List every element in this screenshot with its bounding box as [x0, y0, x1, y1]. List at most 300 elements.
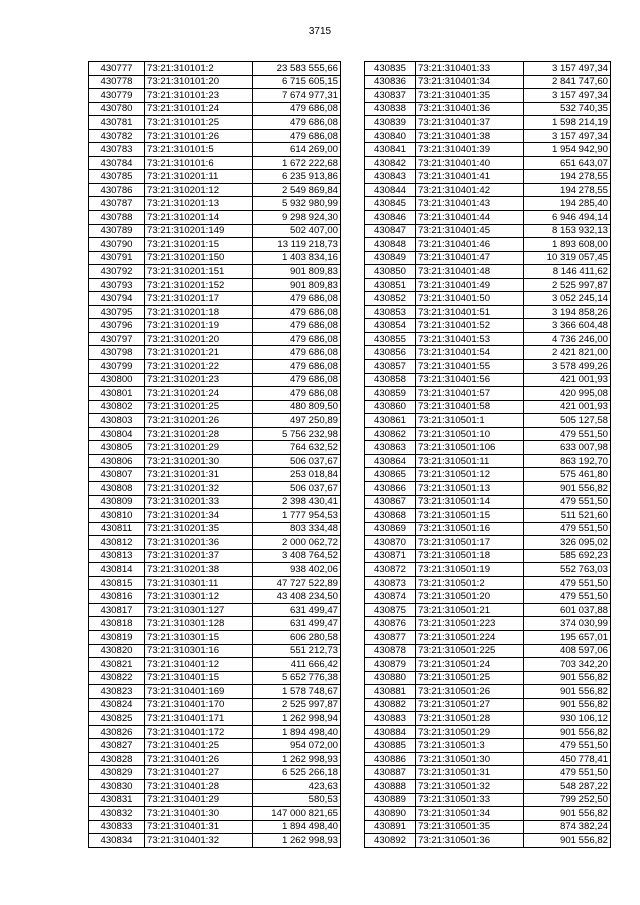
cadastral-number-cell: 73:21:310501:34: [416, 807, 524, 821]
row-number-cell: 430888: [365, 779, 416, 793]
amount-cell: 532 740,35: [524, 102, 611, 116]
row-number-cell: 430809: [89, 495, 145, 509]
cadastral-number-cell: 73:21:310201:12: [145, 183, 253, 197]
row-number-cell: 430812: [89, 536, 145, 550]
amount-cell: 1 262 998,93: [253, 752, 341, 766]
row-number-cell: 430859: [365, 387, 416, 401]
amount-cell: 3 578 499,26: [524, 360, 611, 374]
row-number-cell: 430787: [89, 197, 145, 211]
amount-cell: 633 007,98: [524, 441, 611, 455]
cadastral-number-cell: 73:21:310501:11: [416, 454, 524, 468]
cadastral-number-cell: 73:21:310501:33: [416, 793, 524, 807]
row-number-cell: 430822: [89, 671, 145, 685]
cadastral-number-cell: 73:21:310201:34: [145, 509, 253, 523]
row-number-cell: 430880: [365, 671, 416, 685]
row-number-cell: 430777: [89, 62, 145, 76]
amount-cell: 23 583 555,66: [253, 62, 341, 76]
table-row: [365, 468, 611, 482]
cadastral-number-cell: 73:21:310501:19: [416, 563, 524, 577]
row-number-cell: 430819: [89, 630, 145, 644]
cadastral-number-cell: 73:21:310201:38: [145, 563, 253, 577]
table-row: [89, 630, 341, 644]
amount-cell: 1 262 998,93: [253, 834, 341, 848]
row-number-cell: 430816: [89, 590, 145, 604]
table-row: [89, 292, 341, 306]
amount-cell: 6 235 913,86: [253, 170, 341, 184]
row-number-cell: 430815: [89, 576, 145, 590]
amount-cell: 13 119 218,73: [253, 238, 341, 252]
row-number-cell: 430797: [89, 332, 145, 346]
table-row: [89, 834, 341, 848]
row-number-cell: 430841: [365, 143, 416, 157]
cadastral-number-cell: 73:21:310401:28: [145, 779, 253, 793]
row-number-cell: 430835: [365, 62, 416, 76]
row-number-cell: 430799: [89, 360, 145, 374]
cadastral-number-cell: 73:21:310201:36: [145, 536, 253, 550]
table-row: [365, 807, 611, 821]
cadastral-number-cell: 73:21:310501:26: [416, 685, 524, 699]
cadastral-number-cell: 73:21:310101:26: [145, 129, 253, 143]
cadastral-number-cell: 73:21:310501:10: [416, 427, 524, 441]
cadastral-number-cell: 73:21:310401:41: [416, 170, 524, 184]
amount-cell: 631 499,47: [253, 617, 341, 631]
table-row: [89, 387, 341, 401]
amount-cell: 408 597,06: [524, 644, 611, 658]
cadastral-number-cell: 73:21:310201:17: [145, 292, 253, 306]
row-number-cell: 430847: [365, 224, 416, 238]
table-row: [89, 509, 341, 523]
amount-cell: 2 525 997,87: [253, 698, 341, 712]
row-number-cell: 430861: [365, 414, 416, 428]
cadastral-number-cell: 73:21:310201:22: [145, 360, 253, 374]
table-row: [89, 265, 341, 279]
amount-cell: 479 686,08: [253, 116, 341, 130]
row-number-cell: 430867: [365, 495, 416, 509]
cadastral-number-cell: 73:21:310201:31: [145, 468, 253, 482]
table-row: [365, 62, 611, 76]
page-number: 3715: [308, 26, 332, 37]
amount-cell: 1 578 748,67: [253, 685, 341, 699]
row-number-cell: 430874: [365, 590, 416, 604]
row-number-cell: 430862: [365, 427, 416, 441]
table-row: [89, 414, 341, 428]
cadastral-number-cell: 73:21:310101:24: [145, 102, 253, 116]
amount-cell: 863 192,70: [524, 454, 611, 468]
table-row: [365, 644, 611, 658]
cadastral-number-cell: 73:21:310401:52: [416, 319, 524, 333]
amount-cell: 930 106,12: [524, 712, 611, 726]
row-number-cell: 430868: [365, 509, 416, 523]
row-number-cell: 430821: [89, 658, 145, 672]
cadastral-number-cell: 73:21:310301:16: [145, 644, 253, 658]
table-row: [89, 807, 341, 821]
right-table: [364, 61, 611, 848]
cadastral-number-cell: 73:21:310401:53: [416, 332, 524, 346]
row-number-cell: 430879: [365, 658, 416, 672]
amount-cell: 502 407,00: [253, 224, 341, 238]
amount-cell: 803 334,48: [253, 522, 341, 536]
table-row: [365, 603, 611, 617]
amount-cell: 194 278,55: [524, 170, 611, 184]
table-row: [365, 400, 611, 414]
amount-cell: 1 262 998,94: [253, 712, 341, 726]
table-row: [365, 102, 611, 116]
row-number-cell: 430784: [89, 156, 145, 170]
cadastral-number-cell: 73:21:310501:28: [416, 712, 524, 726]
row-number-cell: 430884: [365, 725, 416, 739]
cadastral-number-cell: 73:21:310401:31: [145, 820, 253, 834]
cadastral-number-cell: 73:21:310301:12: [145, 590, 253, 604]
table-row: [365, 590, 611, 604]
table-row: [89, 211, 341, 225]
row-number-cell: 430836: [365, 75, 416, 89]
amount-cell: 1 954 942,90: [524, 143, 611, 157]
table-row: [365, 305, 611, 319]
row-number-cell: 430789: [89, 224, 145, 238]
amount-cell: 8 153 932,13: [524, 224, 611, 238]
cadastral-number-cell: 73:21:310501:36: [416, 834, 524, 848]
amount-cell: 703 342,20: [524, 658, 611, 672]
table-row: [89, 685, 341, 699]
table-row: [89, 238, 341, 252]
row-number-cell: 430814: [89, 563, 145, 577]
table-row: [89, 725, 341, 739]
amount-cell: 3 157 497,34: [524, 62, 611, 76]
amount-cell: 901 556,82: [524, 481, 611, 495]
row-number-cell: 430866: [365, 481, 416, 495]
amount-cell: 194 278,55: [524, 183, 611, 197]
cadastral-number-cell: 73:21:310401:57: [416, 387, 524, 401]
amount-cell: 1 894 498,40: [253, 725, 341, 739]
row-number-cell: 430846: [365, 211, 416, 225]
amount-cell: 421 001,93: [524, 373, 611, 387]
table-row: [365, 251, 611, 265]
table-row: [89, 752, 341, 766]
cadastral-number-cell: 73:21:310501:32: [416, 779, 524, 793]
table-row: [365, 549, 611, 563]
table-row: [89, 89, 341, 103]
amount-cell: 5 756 232,98: [253, 427, 341, 441]
table-row: [365, 576, 611, 590]
table-row: [365, 116, 611, 130]
amount-cell: 799 252,50: [524, 793, 611, 807]
amount-cell: 4 736 246,00: [524, 332, 611, 346]
row-number-cell: 430848: [365, 238, 416, 252]
table-row: [89, 536, 341, 550]
table-row: [89, 549, 341, 563]
row-number-cell: 430843: [365, 170, 416, 184]
row-number-cell: 430887: [365, 766, 416, 780]
amount-cell: 631 499,47: [253, 603, 341, 617]
cadastral-number-cell: 73:21:310501:15: [416, 509, 524, 523]
row-number-cell: 430782: [89, 129, 145, 143]
cadastral-number-cell: 73:21:310101:2: [145, 62, 253, 76]
cadastral-number-cell: 73:21:310201:149: [145, 224, 253, 238]
amount-cell: 614 269,00: [253, 143, 341, 157]
table-row: [365, 75, 611, 89]
amount-cell: 421 001,93: [524, 400, 611, 414]
cadastral-number-cell: 73:21:310401:40: [416, 156, 524, 170]
cadastral-number-cell: 73:21:310201:151: [145, 265, 253, 279]
row-number-cell: 430864: [365, 454, 416, 468]
cadastral-number-cell: 73:21:310501:16: [416, 522, 524, 536]
amount-cell: 43 408 234,50: [253, 590, 341, 604]
cadastral-number-cell: 73:21:310401:46: [416, 238, 524, 252]
row-number-cell: 430882: [365, 698, 416, 712]
row-number-cell: 430831: [89, 793, 145, 807]
table-row: [89, 62, 341, 76]
table-row: [89, 793, 341, 807]
amount-cell: 954 072,00: [253, 739, 341, 753]
amount-cell: 2 421 821,00: [524, 346, 611, 360]
amount-cell: 374 030,99: [524, 617, 611, 631]
cadastral-number-cell: 73:21:310401:12: [145, 658, 253, 672]
cadastral-number-cell: 73:21:310501:223: [416, 617, 524, 631]
table-row: [89, 576, 341, 590]
table-row: [365, 387, 611, 401]
row-number-cell: 430796: [89, 319, 145, 333]
amount-cell: 253 018,84: [253, 468, 341, 482]
table-row: [89, 481, 341, 495]
cadastral-number-cell: 73:21:310501:29: [416, 725, 524, 739]
amount-cell: 326 095,02: [524, 536, 611, 550]
amount-cell: 479 686,08: [253, 387, 341, 401]
row-number-cell: 430807: [89, 468, 145, 482]
cadastral-number-cell: 73:21:310501:224: [416, 630, 524, 644]
row-number-cell: 430833: [89, 820, 145, 834]
row-number-cell: 430780: [89, 102, 145, 116]
table-row: [89, 468, 341, 482]
row-number-cell: 430798: [89, 346, 145, 360]
left-table: [88, 61, 341, 848]
cadastral-number-cell: 73:21:310201:35: [145, 522, 253, 536]
table-row: [89, 522, 341, 536]
amount-cell: 1 672 222,68: [253, 156, 341, 170]
row-number-cell: 430871: [365, 549, 416, 563]
table-row: [89, 766, 341, 780]
table-row: [365, 752, 611, 766]
table-row: [89, 346, 341, 360]
table-row: [89, 400, 341, 414]
cadastral-number-cell: 73:21:310401:51: [416, 305, 524, 319]
table-row: [365, 278, 611, 292]
cadastral-number-cell: 73:21:310401:47: [416, 251, 524, 265]
cadastral-number-cell: 73:21:310501:1: [416, 414, 524, 428]
cadastral-number-cell: 73:21:310401:170: [145, 698, 253, 712]
amount-cell: 1 403 834,16: [253, 251, 341, 265]
table-row: [365, 495, 611, 509]
amount-cell: 479 551,50: [524, 576, 611, 590]
row-number-cell: 430885: [365, 739, 416, 753]
table-row: [89, 495, 341, 509]
row-number-cell: 430842: [365, 156, 416, 170]
cadastral-number-cell: 73:21:310501:21: [416, 603, 524, 617]
cadastral-number-cell: 73:21:310201:28: [145, 427, 253, 441]
row-number-cell: 430832: [89, 807, 145, 821]
cadastral-number-cell: 73:21:310401:44: [416, 211, 524, 225]
row-number-cell: 430791: [89, 251, 145, 265]
table-row: [365, 441, 611, 455]
cadastral-number-cell: 73:21:310201:18: [145, 305, 253, 319]
cadastral-number-cell: 73:21:310401:25: [145, 739, 253, 753]
amount-cell: 1 777 954,53: [253, 509, 341, 523]
cadastral-number-cell: 73:21:310501:27: [416, 698, 524, 712]
amount-cell: 901 809,83: [253, 265, 341, 279]
amount-cell: 1 893 608,00: [524, 238, 611, 252]
table-row: [89, 278, 341, 292]
table-row: [89, 644, 341, 658]
table-row: [89, 658, 341, 672]
cadastral-number-cell: 73:21:310401:45: [416, 224, 524, 238]
amount-cell: 10 319 057,45: [524, 251, 611, 265]
cadastral-number-cell: 73:21:310401:39: [416, 143, 524, 157]
cadastral-number-cell: 73:21:310201:30: [145, 454, 253, 468]
cadastral-number-cell: 73:21:310401:15: [145, 671, 253, 685]
row-number-cell: 430873: [365, 576, 416, 590]
cadastral-number-cell: 73:21:310401:29: [145, 793, 253, 807]
amount-cell: 2 549 869,84: [253, 183, 341, 197]
table-row: [89, 251, 341, 265]
cadastral-number-cell: 73:21:310401:172: [145, 725, 253, 739]
amount-cell: 552 763,03: [524, 563, 611, 577]
cadastral-number-cell: 73:21:310401:48: [416, 265, 524, 279]
table-row: [365, 522, 611, 536]
amount-cell: 901 556,82: [524, 834, 611, 848]
table-row: [365, 319, 611, 333]
table-row: [89, 427, 341, 441]
row-number-cell: 430875: [365, 603, 416, 617]
row-number-cell: 430817: [89, 603, 145, 617]
cadastral-number-cell: 73:21:310201:23: [145, 373, 253, 387]
amount-cell: 479 686,08: [253, 319, 341, 333]
table-row: [89, 116, 341, 130]
table-row: [89, 590, 341, 604]
amount-cell: 480 809,50: [253, 400, 341, 414]
cadastral-number-cell: 73:21:310301:128: [145, 617, 253, 631]
table-row: [89, 332, 341, 346]
amount-cell: 479 686,08: [253, 102, 341, 116]
cadastral-number-cell: 73:21:310201:37: [145, 549, 253, 563]
table-row: [89, 224, 341, 238]
cadastral-number-cell: 73:21:310201:20: [145, 332, 253, 346]
cadastral-number-cell: 73:21:310401:26: [145, 752, 253, 766]
amount-cell: 585 692,23: [524, 549, 611, 563]
row-number-cell: 430891: [365, 820, 416, 834]
cadastral-number-cell: 73:21:310201:19: [145, 319, 253, 333]
row-number-cell: 430824: [89, 698, 145, 712]
cadastral-number-cell: 73:21:310301:11: [145, 576, 253, 590]
table-row: [365, 481, 611, 495]
cadastral-number-cell: 73:21:310201:152: [145, 278, 253, 292]
table-row: [365, 89, 611, 103]
row-number-cell: 430886: [365, 752, 416, 766]
amount-cell: 3 194 858,26: [524, 305, 611, 319]
cadastral-number-cell: 73:21:310501:13: [416, 481, 524, 495]
table-row: [89, 143, 341, 157]
cadastral-number-cell: 73:21:310201:26: [145, 414, 253, 428]
cadastral-number-cell: 73:21:310401:34: [416, 75, 524, 89]
table-row: [89, 319, 341, 333]
row-number-cell: 430811: [89, 522, 145, 536]
row-number-cell: 430865: [365, 468, 416, 482]
row-number-cell: 430778: [89, 75, 145, 89]
table-row: [89, 156, 341, 170]
amount-cell: 511 521,60: [524, 509, 611, 523]
row-number-cell: 430852: [365, 292, 416, 306]
amount-cell: 411 666,42: [253, 658, 341, 672]
row-number-cell: 430857: [365, 360, 416, 374]
table-row: [89, 739, 341, 753]
amount-cell: 479 686,08: [253, 360, 341, 374]
cadastral-number-cell: 73:21:310401:32: [145, 834, 253, 848]
amount-cell: 551 212,73: [253, 644, 341, 658]
table-row: [89, 183, 341, 197]
row-number-cell: 430795: [89, 305, 145, 319]
row-number-cell: 430849: [365, 251, 416, 265]
table-row: [365, 224, 611, 238]
row-number-cell: 430779: [89, 89, 145, 103]
row-number-cell: 430808: [89, 481, 145, 495]
table-row: [89, 712, 341, 726]
cadastral-number-cell: 73:21:310401:171: [145, 712, 253, 726]
cadastral-number-cell: 73:21:310501:2: [416, 576, 524, 590]
cadastral-number-cell: 73:21:310501:24: [416, 658, 524, 672]
cadastral-number-cell: 73:21:310501:20: [416, 590, 524, 604]
cadastral-number-cell: 73:21:310401:38: [416, 129, 524, 143]
table-row: [365, 834, 611, 848]
row-number-cell: 430877: [365, 630, 416, 644]
table-row: [365, 197, 611, 211]
table-row: [365, 712, 611, 726]
cadastral-number-cell: 73:21:310501:25: [416, 671, 524, 685]
table-row: [365, 509, 611, 523]
amount-cell: 479 686,08: [253, 332, 341, 346]
cadastral-number-cell: 73:21:310101:5: [145, 143, 253, 157]
amount-cell: 194 285,40: [524, 197, 611, 211]
row-number-cell: 430850: [365, 265, 416, 279]
cadastral-number-cell: 73:21:310501:18: [416, 549, 524, 563]
cadastral-number-cell: 73:21:310101:20: [145, 75, 253, 89]
cadastral-number-cell: 73:21:310201:21: [145, 346, 253, 360]
amount-cell: 497 250,89: [253, 414, 341, 428]
row-number-cell: 430794: [89, 292, 145, 306]
amount-cell: 1 598 214,19: [524, 116, 611, 130]
cadastral-number-cell: 73:21:310301:127: [145, 603, 253, 617]
row-number-cell: 430851: [365, 278, 416, 292]
cadastral-number-cell: 73:21:310401:27: [145, 766, 253, 780]
table-row: [89, 75, 341, 89]
amount-cell: 548 287,22: [524, 779, 611, 793]
cadastral-number-cell: 73:21:310201:15: [145, 238, 253, 252]
table-row: [89, 360, 341, 374]
row-number-cell: 430813: [89, 549, 145, 563]
cadastral-number-cell: 73:21:310201:14: [145, 211, 253, 225]
row-number-cell: 430855: [365, 332, 416, 346]
table-row: [365, 685, 611, 699]
amount-cell: 3 408 764,52: [253, 549, 341, 563]
cadastral-number-cell: 73:21:310201:13: [145, 197, 253, 211]
amount-cell: 901 809,83: [253, 278, 341, 292]
cadastral-number-cell: 73:21:310201:11: [145, 170, 253, 184]
table-row: [365, 671, 611, 685]
table-row: [89, 617, 341, 631]
table-row: [89, 129, 341, 143]
row-number-cell: 430801: [89, 387, 145, 401]
row-number-cell: 430872: [365, 563, 416, 577]
amount-cell: 6 525 266,18: [253, 766, 341, 780]
amount-cell: 506 037,67: [253, 481, 341, 495]
row-number-cell: 430792: [89, 265, 145, 279]
